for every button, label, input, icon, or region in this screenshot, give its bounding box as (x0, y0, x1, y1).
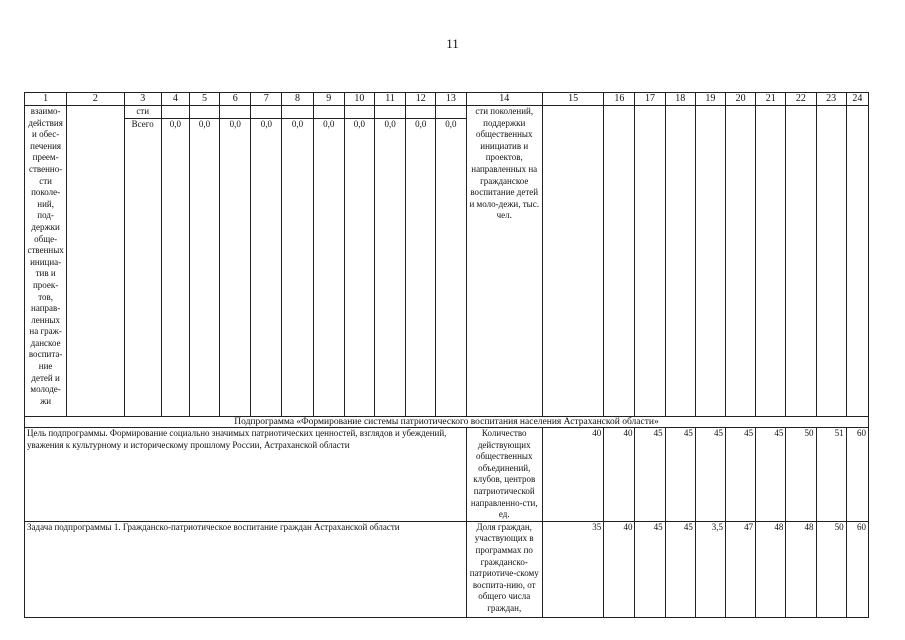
row-subtitle: сти (124, 106, 161, 119)
goal-indicator: Количество действующих общественных объединений, клубов, центров патриотической направленно-сти, ед. (466, 428, 542, 522)
value-cell: 0,0 (251, 118, 282, 416)
total-label: Всего (124, 118, 161, 416)
col-header: 18 (665, 93, 695, 106)
col-header: 2 (67, 93, 124, 106)
goal-text: Цель подпрограммы. Формирование социально значимых патриотических ценностей, взглядов и убеждений, уважения к культурному и историческому прошлому России, Астраханской области (25, 428, 467, 522)
value-cell: 0,0 (161, 118, 189, 416)
col-header: 24 (846, 93, 868, 106)
indicator-name: сти поколений, поддержки общественных инициатив и проектов, направленных на гражданское воспитание детей и моло-дежи, тыс. чел. (466, 106, 542, 417)
value-cell: 0,0 (220, 118, 251, 416)
value-cell: 3,5 (695, 521, 725, 617)
row-description: взаимо- действия и обес- печения преем- ственно- сти поколе- ний, под- держки обще- ственных инициа- тив и проек- тов, направ- ленных на граж- данское воспита- ние детей и молоде- жи (25, 106, 67, 417)
header-row (25, 93, 869, 106)
col-header: 11 (374, 93, 405, 106)
col-header: 19 (695, 93, 725, 106)
value-cell: 0,0 (313, 118, 344, 416)
col-header: 1 (25, 93, 67, 106)
task-row (25, 521, 869, 617)
value-cell: 45 (665, 428, 695, 522)
col-header: 17 (635, 93, 665, 106)
value-cell: 35 (542, 521, 603, 617)
value-cell: 45 (756, 428, 786, 522)
value-cell: 50 (816, 521, 846, 617)
value-cell: 48 (756, 521, 786, 617)
value-cell: 0,0 (189, 118, 219, 416)
col-header: 14 (466, 93, 542, 106)
subprogram-row (25, 417, 869, 428)
value-cell: 0,0 (406, 118, 436, 416)
col-header: 22 (786, 93, 816, 106)
value-cell: 48 (786, 521, 816, 617)
value-cell: 0,0 (436, 118, 466, 416)
value-cell: 60 (846, 428, 868, 522)
col-header: 23 (816, 93, 846, 106)
col-header: 8 (282, 93, 313, 106)
value-cell: 40 (604, 428, 635, 522)
col-header: 5 (189, 93, 219, 106)
task-text: Задача подпрограммы 1. Гражданско-патриотическое воспитание граждан Астраханской области (25, 521, 467, 617)
col-header: 10 (344, 93, 374, 106)
table-row (25, 106, 869, 119)
task-indicator: Доля граждан, участвующих в программах по гражданско-патриотиче-скому воспита-нию, от общего числа граждан, (466, 521, 542, 617)
empty-cell (67, 106, 124, 417)
value-cell: 60 (846, 521, 868, 617)
col-header: 6 (220, 93, 251, 106)
col-header: 9 (313, 93, 344, 106)
value-cell: 0,0 (374, 118, 405, 416)
indicators-table (24, 92, 869, 618)
col-header: 4 (161, 93, 189, 106)
value-cell: 51 (816, 428, 846, 522)
value-cell: 40 (604, 521, 635, 617)
col-header: 13 (436, 93, 466, 106)
value-cell: 47 (725, 521, 755, 617)
subprogram-title: Подпрограмма «Формирование системы патриотического воспитания населения Астраханской области» (25, 417, 869, 428)
col-header: 3 (124, 93, 161, 106)
col-header: 21 (756, 93, 786, 106)
col-header: 12 (406, 93, 436, 106)
col-header: 7 (251, 93, 282, 106)
col-header: 20 (725, 93, 755, 106)
page-number: 11 (446, 36, 459, 51)
goal-row (25, 428, 869, 522)
value-cell: 45 (665, 521, 695, 617)
value-cell: 40 (542, 428, 603, 522)
value-cell: 0,0 (344, 118, 374, 416)
value-cell: 45 (635, 521, 665, 617)
value-cell: 45 (635, 428, 665, 522)
col-header: 16 (604, 93, 635, 106)
col-header: 15 (542, 93, 603, 106)
value-cell: 0,0 (282, 118, 313, 416)
value-cell: 50 (786, 428, 816, 522)
value-cell: 45 (725, 428, 755, 522)
value-cell: 45 (695, 428, 725, 522)
